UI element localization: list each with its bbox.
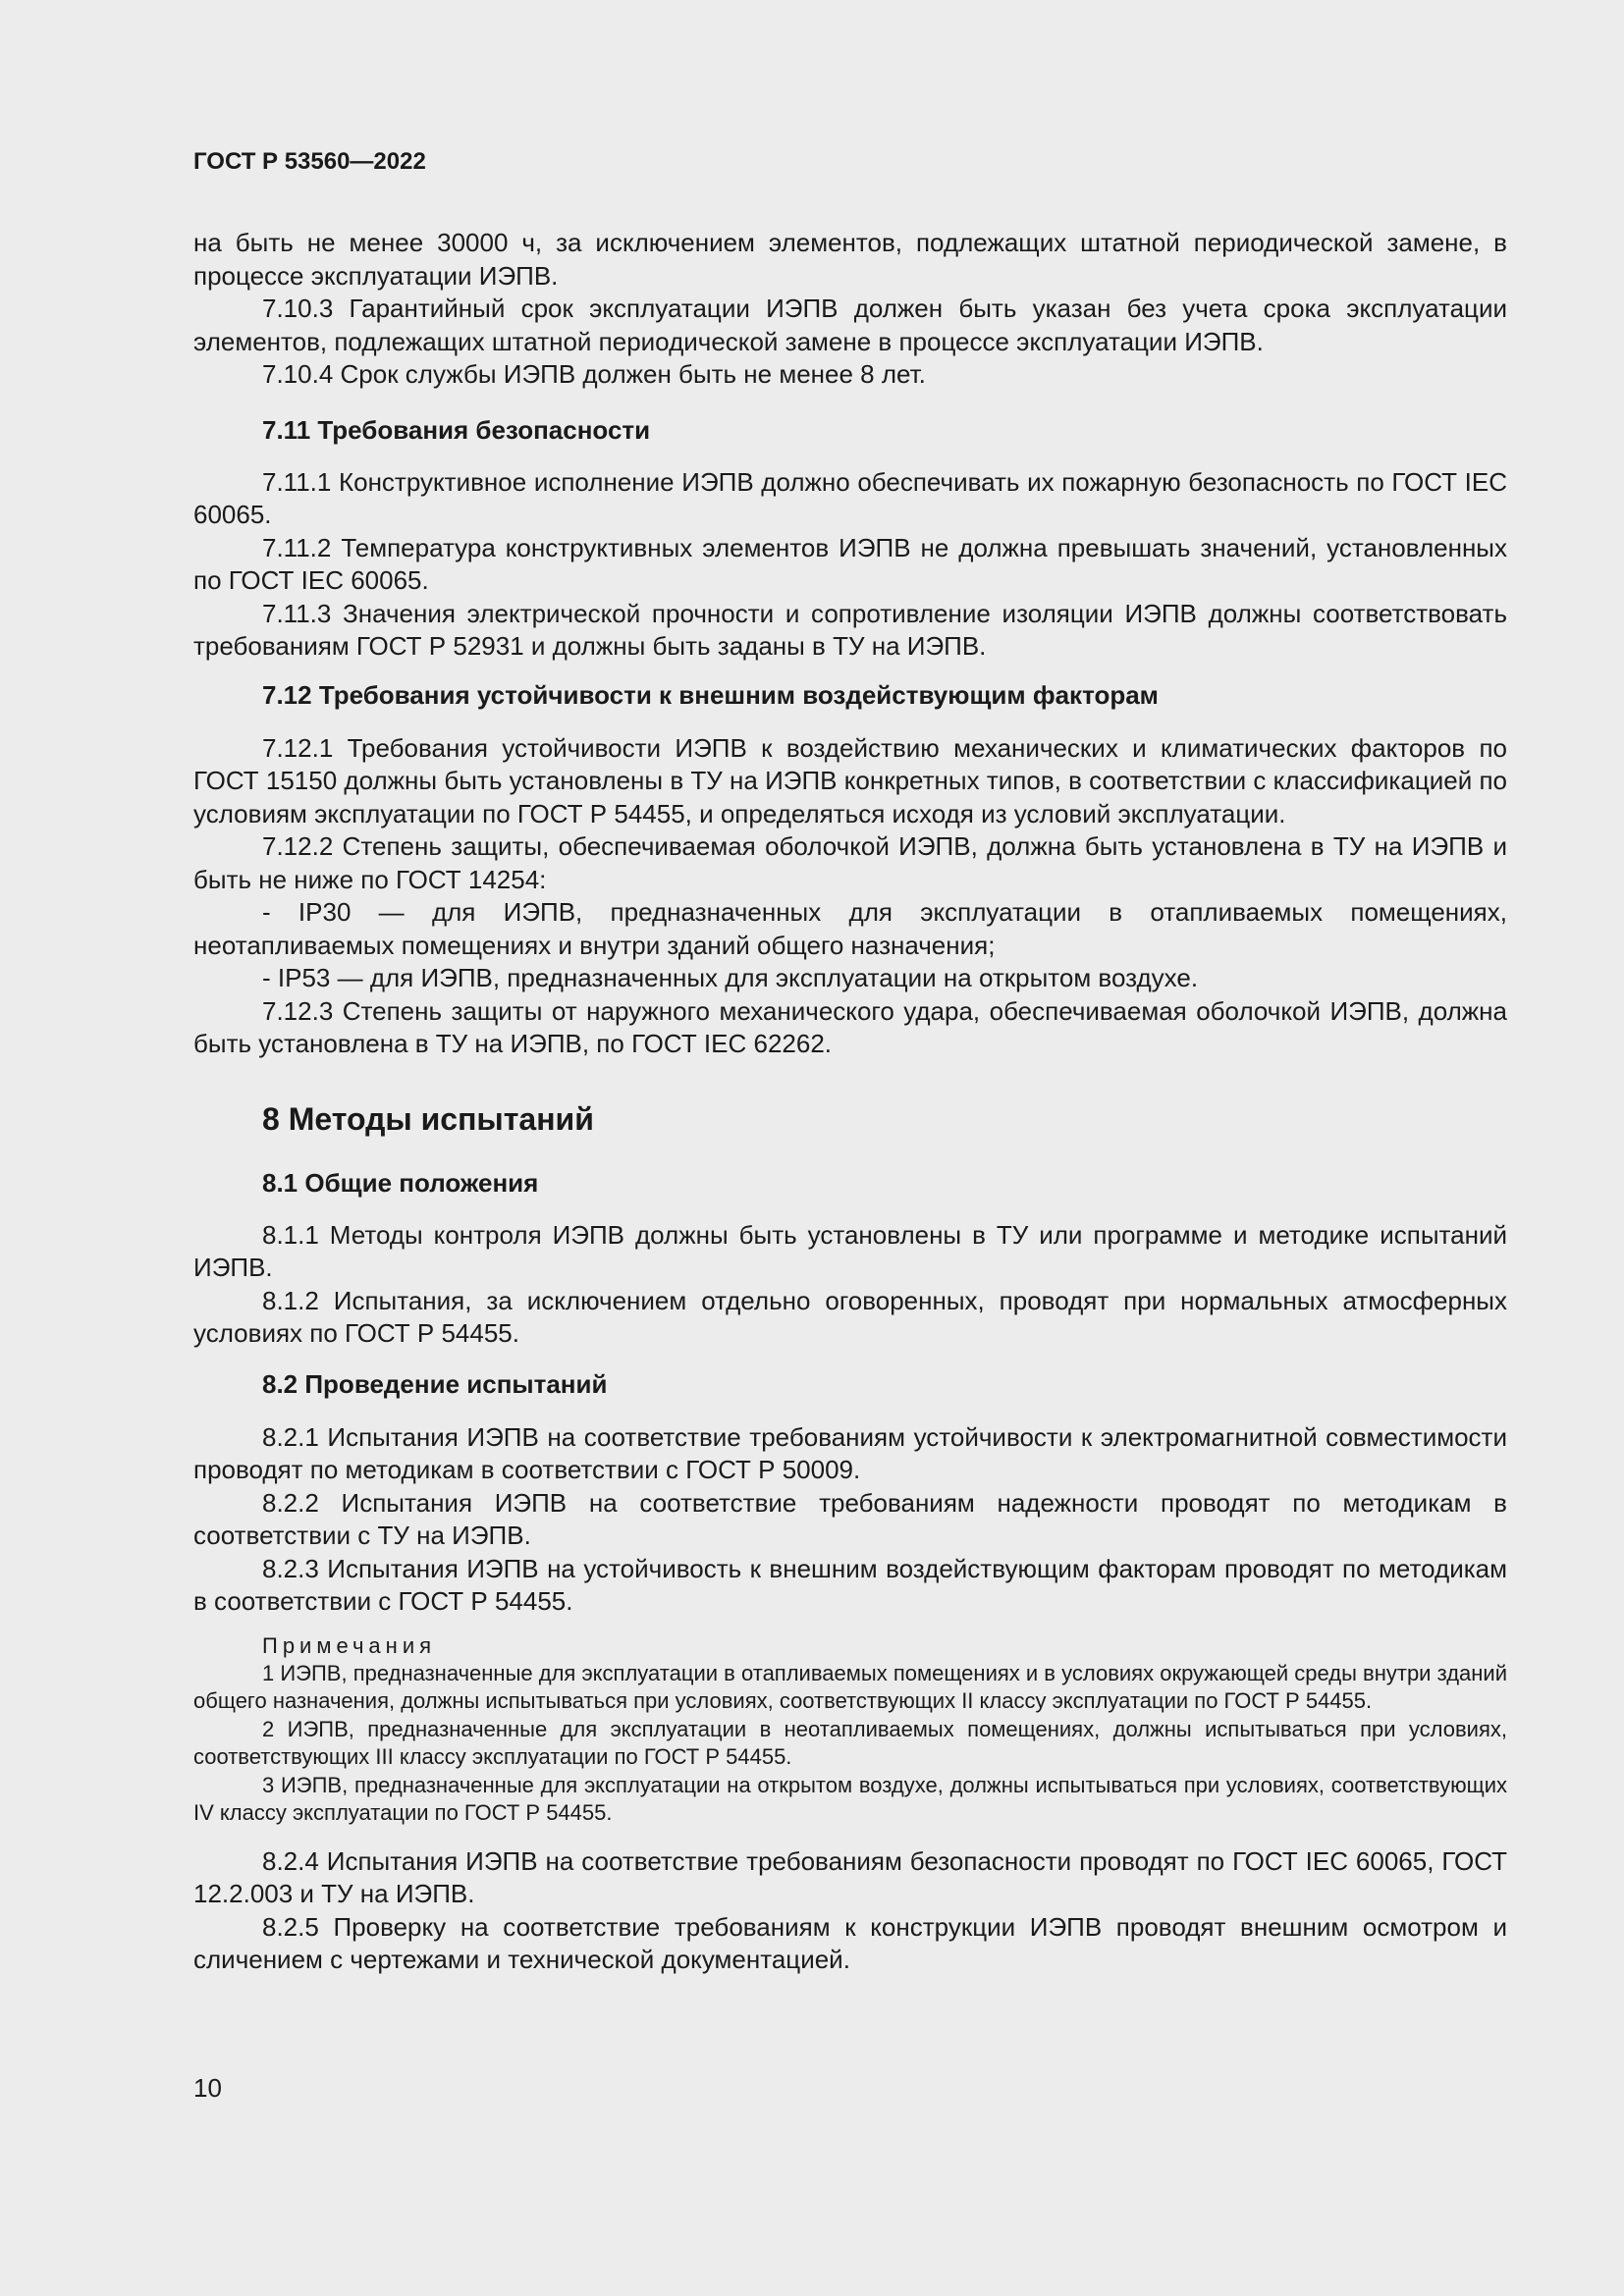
paragraph: 8.2.4 Испытания ИЭПВ на соответствие требованиям безопасности проводят по ГОСТ IEC 60065, ГОСТ 12.2.003 и ТУ на ИЭПВ. <box>193 1845 1507 1908</box>
note: 2 ИЭПВ, предназначенные для эксплуатации в неотапливаемых помещениях, должны испытываться при условиях, соответствующих III классу эксплуатации по ГОСТ Р 54455. <box>193 1716 1507 1769</box>
list-item: - IP53 — для ИЭПВ, предназначенных для эксплуатации на открытом воздухе. <box>262 963 1199 992</box>
subsection-heading: 7.12 Требования устойчивости к внешним воздействующим факторам <box>262 679 1159 710</box>
notes-title: Примечания <box>262 1632 437 1658</box>
paragraph: 8.2.5 Проверку на соответствие требованиям к конструкции ИЭПВ проводят внешним осмотром и сличением с чертежами и технической документацией. <box>193 1911 1507 1974</box>
subsection-heading: 8.1 Общие положения <box>262 1167 539 1198</box>
paragraph: 7.12.1 Требования устойчивости ИЭПВ к воздействию механических и климатических факторов по ГОСТ 15150 должны быть установлены в ТУ на ИЭПВ конкретных типов, в соответствии с классификацией по условиям эксплуатации по ГОСТ Р 54455, и определяться исходя из условий эксплуатации. <box>193 732 1507 828</box>
paragraph: 7.12.3 Степень защиты от наружного механического удара, обеспечиваемая оболочкой ИЭПВ, должна быть установлена в ТУ на ИЭПВ, по ГОСТ IEC 62262. <box>193 995 1507 1058</box>
paragraph: 7.11.3 Значения электрической прочности и сопротивление изоляции ИЭПВ должны соответствовать требованиям ГОСТ Р 52931 и должны быть заданы в ТУ на ИЭПВ. <box>193 598 1507 661</box>
paragraph: 7.10.3 Гарантийный срок эксплуатации ИЭПВ должен быть указан без учета срока эксплуатации элементов, подлежащих штатной периодической замене в процессе эксплуатации ИЭПВ. <box>193 294 1507 356</box>
paragraph: 7.12.2 Степень защиты, обеспечиваемая оболочкой ИЭПВ, должна быть установлена в ТУ на ИЭПВ и быть не ниже по ГОСТ 14254: <box>193 831 1507 894</box>
paragraph: 8.1.1 Методы контроля ИЭПВ должны быть установлены в ТУ или программе и методике испытаний ИЭПВ. <box>193 1219 1507 1282</box>
paragraph: 8.1.2 Испытания, за исключением отдельно оговоренных, проводят при нормальных атмосферных условиях по ГОСТ Р 54455. <box>193 1285 1507 1348</box>
page-number: 10 <box>193 2073 222 2103</box>
note: 1 ИЭПВ, предназначенные для эксплуатации в отапливаемых помещениях и в условиях окружающей среды внутри зданий общего назначения, должны испытываться при условиях, соответствующих II классу эксплуатации по ГОСТ Р 54455. <box>193 1660 1507 1713</box>
paragraph: 8.2.1 Испытания ИЭПВ на соответствие требованиям устойчивости к электромагнитной совместимости проводят по методикам в соответствии с ГОСТ Р 50009. <box>193 1421 1507 1484</box>
document-header: ГОСТ Р 53560—2022 <box>193 148 426 175</box>
paragraph: 7.11.2 Температура конструктивных элементов ИЭПВ не должна превышать значений, установленных по ГОСТ IEC 60065. <box>193 532 1507 595</box>
note: 3 ИЭПВ, предназначенные для эксплуатации на открытом воздухе, должны испытываться при условиях, соответствующих IV классу эксплуатации по ГОСТ Р 54455. <box>193 1772 1507 1825</box>
paragraph: 7.10.4 Срок службы ИЭПВ должен быть не менее 8 лет. <box>262 359 926 389</box>
section-heading: 8 Методы испытаний <box>262 1100 594 1137</box>
paragraph: 8.2.3 Испытания ИЭПВ на устойчивость к внешним воздействующим факторам проводят по методикам в соответствии с ГОСТ Р 54455. <box>193 1553 1507 1616</box>
paragraph: 7.11.1 Конструктивное исполнение ИЭПВ должно обеспечивать их пожарную безопасность по ГОСТ IEC 60065. <box>193 466 1507 529</box>
paragraph: 8.2.2 Испытания ИЭПВ на соответствие требованиям надежности проводят по методикам в соответствии с ТУ на ИЭПВ. <box>193 1487 1507 1550</box>
paragraph: на быть не менее 30000 ч, за исключением элементов, подлежащих штатной периодической замене, в процессе эксплуатации ИЭПВ. <box>193 228 1507 291</box>
subsection-heading: 8.2 Проведение испытаний <box>262 1368 608 1399</box>
list-item: - IP30 — для ИЭПВ, предназначенных для эксплуатации в отапливаемых помещениях, неотапливаемых помещениях и внутри зданий общего назначения; <box>193 897 1507 960</box>
subsection-heading: 7.11 Требования безопасности <box>262 414 651 445</box>
